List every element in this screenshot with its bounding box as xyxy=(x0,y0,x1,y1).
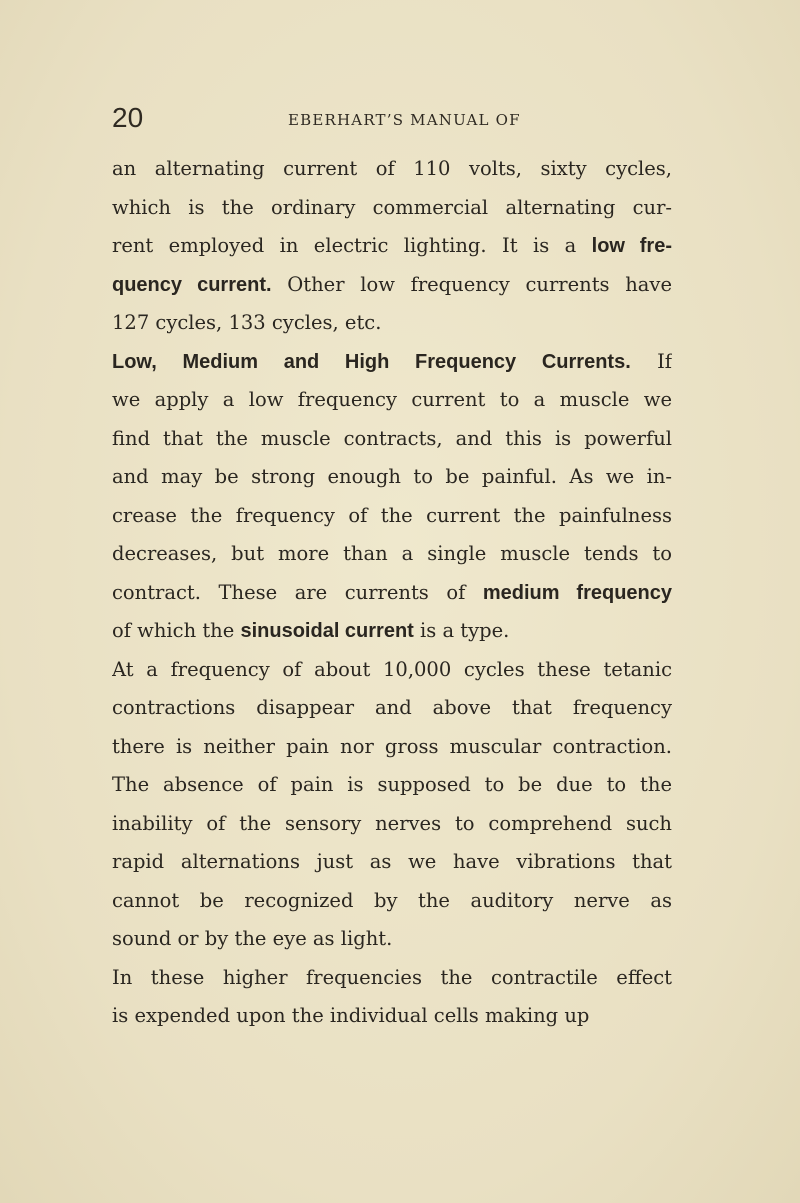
text-run: If xyxy=(630,349,672,373)
text-run: which is the ordinary commercial alternating cur- xyxy=(112,195,672,219)
text-line xyxy=(112,266,672,305)
text-line xyxy=(112,381,672,420)
text-line xyxy=(112,651,672,690)
text-run: The absence of pain is supposed to be due to the xyxy=(112,773,672,796)
text-run: inability of the sensory nerves to comprehend such xyxy=(112,811,672,835)
bold-term: Low, Medium and High Frequency Currents. xyxy=(112,350,631,373)
text-run: Other low frequency currents have xyxy=(271,272,672,296)
text-line xyxy=(112,574,672,613)
text-line xyxy=(112,343,672,382)
bold-term: sinusoidal current xyxy=(240,620,414,642)
text-run: we apply a low frequency current to a muscle we xyxy=(112,388,672,411)
text-line xyxy=(112,959,672,998)
text-line xyxy=(112,304,672,343)
text-line xyxy=(112,497,672,536)
text-run: and may be strong enough to be painful. As we in- xyxy=(112,465,672,488)
bold-term: quency current. xyxy=(112,273,272,296)
text-line xyxy=(112,420,672,459)
text-run: contractions disappear and above that frequency xyxy=(112,696,672,719)
text-line xyxy=(112,766,672,805)
text-run: contract. These are currents of xyxy=(112,580,483,604)
text-line xyxy=(112,843,672,882)
text-run: an alternating current of 110 volts, sixty cycles, xyxy=(112,157,672,180)
text-line xyxy=(112,612,672,651)
running-head xyxy=(0,100,800,136)
text-line xyxy=(112,535,672,574)
bold-term: medium frequency xyxy=(482,581,672,604)
text-line xyxy=(112,689,672,728)
text-run: crease the frequency of the current the painfulness xyxy=(112,503,672,527)
bold-term: low fre- xyxy=(591,235,672,257)
text-run: At a frequency of about 10,000 cycles these tetanic xyxy=(112,657,672,681)
text-line xyxy=(112,920,672,959)
text-run: 127 cycles, 133 cycles, etc. xyxy=(112,311,382,334)
running-title: EBERHART’S MANUAL OF xyxy=(288,111,521,129)
text-run: rapid alternations just as we have vibrations that xyxy=(112,850,672,873)
body-text xyxy=(112,150,672,1036)
text-line xyxy=(112,997,672,1036)
page-number: 20 xyxy=(112,102,144,133)
text-line xyxy=(112,458,672,497)
text-run: is a type. xyxy=(413,619,510,642)
text-line xyxy=(112,150,672,189)
text-run: cannot be recognized by the auditory nerve as xyxy=(112,888,672,912)
text-run: find that the muscle contracts, and this is powerful xyxy=(112,426,672,450)
text-run: In these higher frequencies the contractile effect xyxy=(112,965,672,989)
text-run: sound or by the eye as light. xyxy=(112,927,393,950)
text-line xyxy=(112,728,672,767)
text-run: of which the xyxy=(112,619,241,642)
text-line xyxy=(112,805,672,844)
text-run: rent employed in electric lighting. It is a xyxy=(112,234,592,257)
text-run: decreases, but more than a single muscle tends to xyxy=(112,542,672,565)
text-run: is expended upon the individual cells making up xyxy=(112,1004,590,1027)
text-line xyxy=(112,227,672,266)
text-line xyxy=(112,189,672,228)
text-run: there is neither pain nor gross muscular contraction. xyxy=(112,734,672,758)
text-line xyxy=(112,882,672,921)
